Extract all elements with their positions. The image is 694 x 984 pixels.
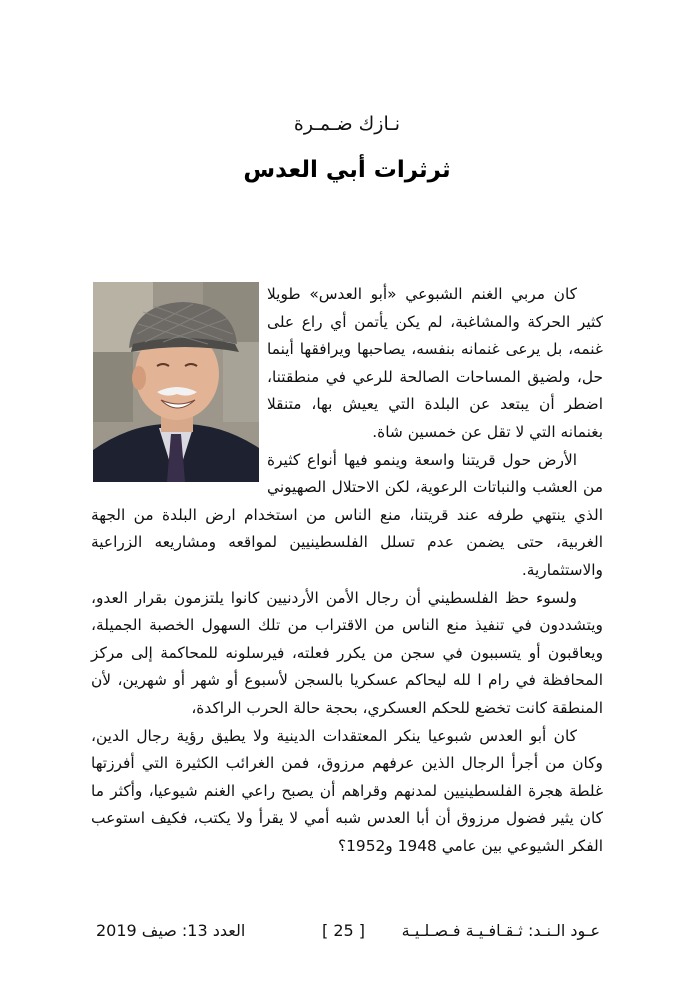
author-name: نـازك ضـمـرة xyxy=(293,113,401,135)
paragraph-2: الأرض حول قريتنا واسعة وينمو فيها أنواع كثيرة من العشب والنباتات الرعوية، لكن الاحتلال الصهيوني الذي ينتهي طرفه عند قريتنا، منع الناس من استخدام ارض البلدة من الجهة الغربية، حتى يضمن عدم تسلل الفلسطينيين لمواقعه ومشاريعه الزراعية والاستثمارية. xyxy=(91,450,603,579)
paragraph-1: كان مربي الغنم الشبوعي «أبو العدس» طويلا كثير الحركة والمشاغبة، لم يكن يأتمن أي راع على غنمه، بل يرعى غنمانه بنفسه، يصاحبها ويرافقها أينما حل، ولضيق المساحات الصالحة للرعي في منطقتنا، اضطر أن يبتعد عن البلدة التي يعيش بها، متنقلا بغنمانه التي لا تقل عن خمسين شاة. xyxy=(267,285,603,441)
article-body xyxy=(91,281,603,860)
footer-page-number: [ 25 ] xyxy=(322,921,366,940)
paragraph-3: ولسوء حظ الفلسطيني أن رجال الأمن الأردنيين كانوا يلتزمون بقرار العدو، ويتشددون في تنفيذ منع الناس من الاقتراب من تلك السهول الخصبة الجميلة، ويعاقبون أو يتسببون في سجن من يكرر فعلته، فيرسلونه للمحاكمة إلى مركز المحافظة في رام ا لله ليحاكم عسكريا بالسجن لأسبوع أو شهر أو شهرين، لأن المنطقة كانت تخضع للحكم العسكري، بحجة حالة الحرب الراكدة، xyxy=(91,588,603,717)
paragraph-4: كان أبو العدس شبوعيا ينكر المعتقدات الدينية ولا يطيق رؤية رجال الدين، وكان من أجرأ الرجال الذين عرفهم مرزوق، فمن الغرائب الكثيرة التي أفرزتها غلطة هجرة الفلسطينيين لمدنهم وقراهم أن يصبح راعي الغنم شيوعيا، وأكثر ما كان يثير فضول مرزوق أن أبا العدس شبه أمي لا يقرأ ولا يكتب، فكيف استوعب الفكر الشيوعي بين عامي 1948 و1952؟ xyxy=(91,726,603,855)
article-title: ثرثرات أبي العدس xyxy=(243,157,451,183)
footer-journal-name: عـود الـنـد: ثـقـافـيـة فـصـلـيـة xyxy=(401,921,600,940)
footer-issue-info: العدد 13: صيف 2019 xyxy=(96,921,246,940)
photo-spacer xyxy=(91,281,267,498)
page-footer xyxy=(0,921,694,945)
